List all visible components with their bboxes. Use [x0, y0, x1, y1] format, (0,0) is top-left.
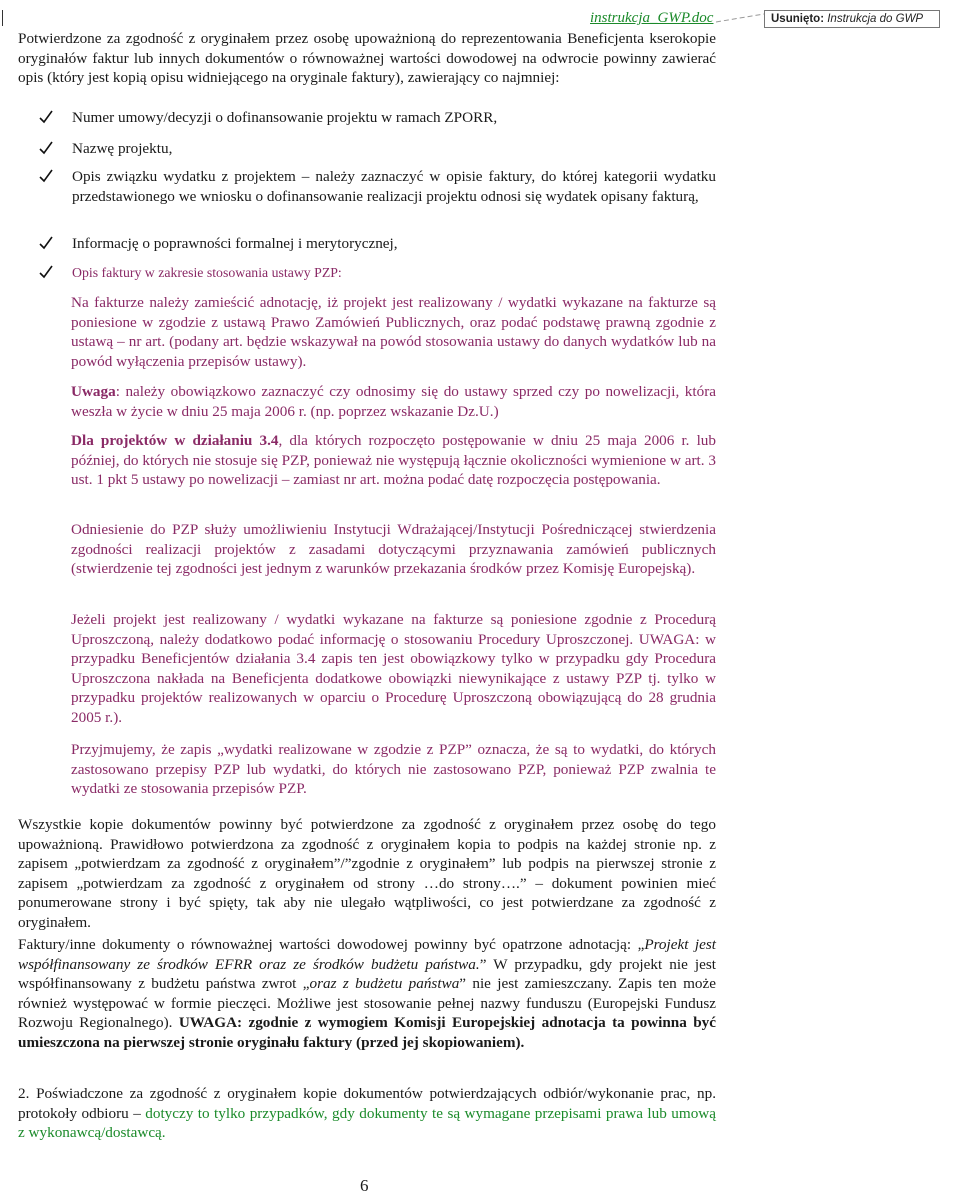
measure-text: , dla których rozpoczęto postępowanie w dniu 25 maja 2006 r. lub później, do których nie stosuje się PZP, ponieważ nie występują łącznie okoliczności wymienione w art. 3 ust. 1 pkt 5 ustawy po nowelizacji – zamiast nr art. można podać datę rozpoczęcia postępowania. — [71, 432, 716, 488]
file-link[interactable]: instrukcja_GWP.doc — [590, 10, 714, 26]
checkmark-icon — [38, 140, 54, 156]
checklist-item — [38, 167, 716, 206]
checkmark-icon — [38, 264, 54, 280]
pzp-paragraph-5: Jeżeli projekt jest realizowany / wydatki wykazane na fakturze są poniesione zgodnie z Procedurą Uproszczoną, należy dodatkowo podać informację o stosowaniu Procedury Uproszczonej. UWAGA: w przypadku Beneficjentów działania 3.4 zapis ten jest obowiązkowy tylko w przypadku gdy Procedura Uproszczona nakłada na Beneficjenta dodatkowe obowiązki niewynikające z ustawy PZP tj. tylko w przypadku projektów realizowanych w oparciu o Procedurę Uproszczoną obowiązującą do 28 grudnia 2005 r.). — [71, 611, 716, 726]
point-2-note: dotyczy to tylko przypadków, gdy dokumenty te są wymagane przepisami prawa lub umową z wykonawcą/dostawcą. — [18, 1104, 716, 1141]
invoice-phrase: oraz z budżetu państwa — [309, 975, 460, 992]
pzp-paragraph-1: Na fakturze należy zamieścić adnotację, iż projekt jest realizowany / wydatki wykazane na fakturze są poniesione w zgodzie z ustawą Prawo Zamówień Publicznych, oraz podać podstawę prawną zgodnie z ustawą – nr art. (podany art. będzie wskazywał na powód stosowania ustawy do danych wydatków lub na powód wyłączenia przepisów ustawy). — [71, 294, 716, 370]
revision-connector — [716, 12, 764, 24]
checklist-item — [38, 263, 716, 283]
checklist-item — [38, 234, 716, 254]
invoice-text-2: ” W przypadku, gdy projekt nie jest współfinansowany z budżetu państwa zwrot „ — [18, 955, 716, 992]
invoice-paragraph — [18, 935, 716, 1052]
page-number: 6 — [360, 1176, 369, 1195]
pzp-paragraph-4: Odniesienie do PZP służy umożliwieniu Instytucji Wdrażającej/Instytucji Pośredniczącej stwierdzenia zgodności realizacji projektów z zasadami dotyczącymi przyznawania zamówień publicznych (stwierdzenie tej zgodności jest jednym z warunków przekazania środków przez Komisję Europejską). — [71, 521, 716, 577]
checklist-item — [38, 108, 716, 128]
checklist-item — [38, 139, 716, 159]
checklist-text: Nazwę projektu, — [72, 140, 173, 157]
checkmark-icon — [38, 235, 54, 251]
checklist-text: Numer umowy/decyzji o dofinansowanie projektu w ramach ZPORR, — [72, 109, 498, 126]
point-2-paragraph — [18, 1084, 716, 1143]
revision-label: Usunięto: — [771, 13, 825, 25]
revision-balloon[interactable] — [764, 10, 940, 28]
checklist-text: Informację o poprawności formalnej i merytorycznej, — [72, 235, 398, 252]
pzp-paragraph-2 — [71, 382, 716, 421]
checkmark-icon — [38, 109, 54, 125]
warning-label: Uwaga — [71, 383, 116, 400]
invoice-annotation: Projekt jest współfinansowany ze środków EFRR oraz ze środków budżetu państwa. — [18, 936, 716, 973]
point-2-text: 2. Poświadczone za zgodność z oryginałem kopie dokumentów potwierdzających odbiór/wykonanie prac, np. protokoły odbioru – — [18, 1085, 716, 1122]
pzp-paragraph-3 — [71, 431, 716, 490]
measure-label: Dla projektów w działaniu 3.4 — [71, 432, 279, 449]
intro-paragraph: Potwierdzone za zgodność z oryginałem przez osobę upoważnioną do reprezentowania Beneficjenta kserokopie oryginałów faktur lub innych dokumentów o równoważnej wartości dowodowej na odwrocie powinny zawierać opis (który jest kopią opisu widniejącego na oryginale faktury), zawierający co najmniej: — [18, 30, 716, 86]
change-bar — [2, 10, 3, 26]
warning-text: : należy obowiązkowo zaznaczyć czy odnosimy się do ustawy sprzed czy po nowelizacji, która weszła w życie w dniu 25 maja 2006 r. (np. poprzez wskazanie Dz.U.) — [71, 383, 716, 420]
invoice-text-1: Faktury/inne dokumenty o równoważnej wartości dowodowej powinny być opatrzone adnotacją: „ — [18, 936, 645, 953]
checklist-text: Opis związku wydatku z projektem – należy zaznaczyć w opisie faktury, do której kategorii wydatku przedstawionego we wniosku o dofinansowanie realizacji projektu odnosi się wydatek opisany fakturą, — [72, 168, 716, 205]
checkmark-icon — [38, 168, 54, 184]
revision-text: Instrukcja do GWP — [827, 13, 924, 25]
invoice-warning: UWAGA: zgodnie z wymogiem Komisji Europejskiej adnotacja ta powinna być umieszczona na pierwszej stronie oryginału faktury (przed jej skopiowaniem). — [18, 1014, 716, 1051]
checklist-text: Opis faktury w zakresie stosowania ustawy PZP: — [72, 265, 342, 280]
invoice-text-3: ” nie jest zamieszczany. Zapis ten może również występować w formie pieczęci. Możliwe jest stosowanie pełnej nazwy funduszu (Europejski Fundusz Rozwoju Regionalnego). — [18, 975, 717, 1031]
copies-paragraph: Wszystkie kopie dokumentów powinny być potwierdzone za zgodność z oryginałem przez osobę do tego upoważnioną. Prawidłowo potwierdzona za zgodność z oryginałem kopia to podpis na każdej stronie np. z zapisem „potwierdzam za zgodność z oryginałem”/”zgodnie z oryginałem” lub podpis na pierwszej stronie z zapisem „potwierdzam za zgodność z oryginałem od strony …do strony….” – dokument powinien mieć ponumerowane strony i być spięty, tak aby nie ulegało wątpliwości, co jest potwierdzane za zgodność z oryginałem. — [18, 816, 716, 931]
pzp-paragraph-6: Przyjmujemy, że zapis „wydatki realizowane w zgodzie z PZP” oznacza, że są to wydatki, do których zastosowano przepisy PZP lub wydatki, do których nie zastosowano PZP, ponieważ PZP zwalnia te wydatki ze stosowania przepisów PZP. — [71, 741, 716, 797]
